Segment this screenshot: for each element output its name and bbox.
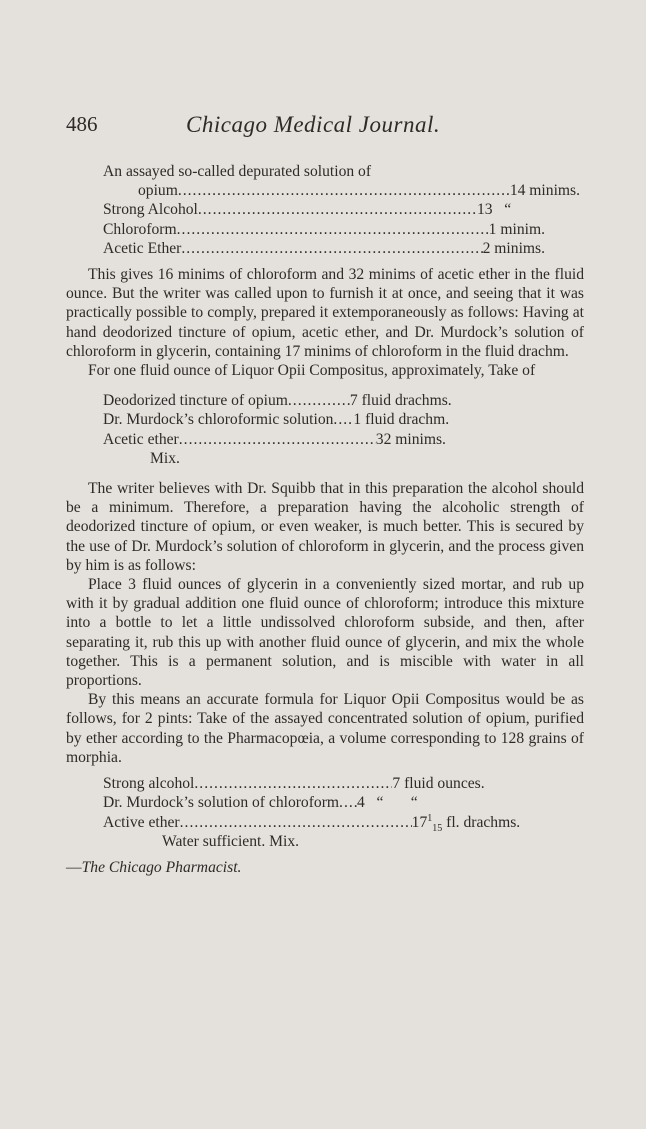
leader-dots <box>194 774 392 793</box>
ingredient-amount: 7 fluid drachms. <box>349 392 452 410</box>
table1-row <box>66 181 580 200</box>
paragraph: Place 3 fluid ounces of glycerin in a conveniently sized mortar, and rub up with it by gradual addition one fluid ounce of chloroform; introduce this mixture into a bottle to let a little undissolved chloroform subside, and then, after separating it, rub this up with another fluid ounce of glycerin, and mix the whole together. This is a permanent solution, and is miscible with water in all proportions. <box>66 576 584 690</box>
ingredient-amount: 32 minims. <box>375 430 446 448</box>
table2-row <box>66 391 583 410</box>
ingredient-name: Strong Alcohol <box>103 201 198 219</box>
journal-title: Chicago Medical Journal. <box>186 112 441 137</box>
ingredient-amount: $17^1_{15}$ fl. drachms. <box>411 812 521 832</box>
table1-row <box>66 200 545 219</box>
leader-dots <box>333 410 353 429</box>
ingredient-name: Dr. Murdock’s solution of chloroform <box>103 794 340 812</box>
ingredient-name: Acetic ether <box>103 430 179 448</box>
source-credit <box>66 858 584 877</box>
formula-table-1 <box>66 162 584 258</box>
paragraph: The writer believes with Dr. Squibb that in this preparation the alcohol should be a minimum. Therefore, a preparation having the alcoholic strength of deodorized tincture of opium, or even weaker, is much better. This is secured by the use of Dr. Murdock’s solution of chloroform in glycerin, and the process given by him is as follows: <box>66 480 584 574</box>
article-body <box>66 162 584 877</box>
credit-source: The Chicago Pharmacist. <box>81 858 242 876</box>
ingredient-amount: 1 fluid drachm. <box>353 411 450 429</box>
table1-row <box>66 239 545 258</box>
page-number: 486 <box>66 112 98 136</box>
leader-dots <box>180 813 412 832</box>
leader-dots <box>181 239 482 258</box>
ingredient-name: Acetic Ether <box>103 239 182 257</box>
leader-dots <box>179 430 376 449</box>
ingredient-name: Chloroform <box>103 220 177 238</box>
ingredient-amount: 2 minims. <box>482 239 545 257</box>
leader-dots <box>177 220 489 239</box>
formula-table-3 <box>66 774 584 851</box>
water-instruction: Water sufficient. Mix. <box>162 832 300 850</box>
ingredient-name: Active ether <box>103 813 180 831</box>
leader-dots <box>288 391 350 410</box>
paragraph: This gives 16 minims of chloroform and 32 minims of acetic ether in the fluid ounce. But the writer was called upon to furnish it at once, and seeing that it was practically possible to comply, prepared it extemporaneously as follows: Having at hand deodorized tincture of opium, acetic ether, and Dr. Murdock’s solution of chloroform in glycerin, containing 17 minims of chloroform in the fluid drachm. <box>66 266 584 360</box>
credit-dash: — <box>66 858 82 876</box>
table3-row <box>66 813 603 832</box>
page-header <box>66 112 586 142</box>
table3-row <box>66 774 583 793</box>
ingredient-amount: 1 minim. <box>488 220 545 238</box>
leader-dots <box>339 793 357 812</box>
paragraph: By this means an accurate formula for Liquor Opii Compositus would be as follows, for 2 pints: Take of the assayed concentrated solution of opium, purified by ether according to the Pharmacopœia, a volume corresponding to 128 grains of morphia. <box>66 691 584 766</box>
table2-row <box>66 410 583 429</box>
table2-row <box>66 430 583 449</box>
leader-dots <box>178 181 510 200</box>
table1-intro: An assayed so-called depurated solution of <box>103 163 372 180</box>
ingredient-name: Deodorized tincture of opium <box>103 392 288 410</box>
table1-row <box>66 220 545 239</box>
ingredient-amount: 7 fluid ounces. <box>392 775 485 793</box>
mix-instruction: Mix. <box>150 449 180 467</box>
ingredient-name: opium <box>138 182 178 200</box>
ingredient-name: Dr. Murdock’s chloroformic solution <box>103 411 334 429</box>
formula-table-2 <box>66 391 584 468</box>
leader-dots <box>198 200 477 219</box>
paragraph: For one fluid ounce of Liquor Opii Compositus, approximately, Take of <box>88 362 536 380</box>
ingredient-amount: 13 “ <box>477 201 512 219</box>
ingredient-name: Strong alcohol <box>103 775 195 793</box>
table3-row <box>66 793 583 812</box>
ingredient-amount: 14 minims. <box>509 182 580 200</box>
ingredient-amount: 4 “ “ <box>357 794 418 812</box>
